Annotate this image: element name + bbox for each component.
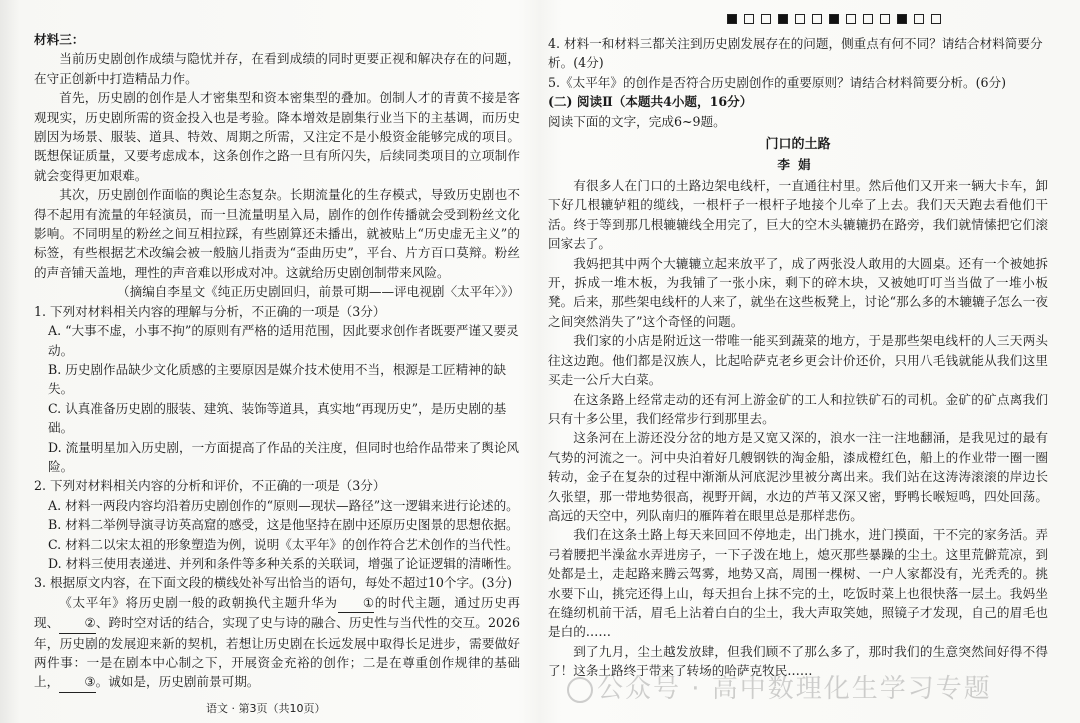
material-heading: 材料三： xyxy=(34,32,85,47)
material3-source: （摘编自李星文《纯正历史剧回归，前景可期——评电视剧〈太平年〉》） xyxy=(117,284,520,300)
q3-text-1: 《太平年》将历史剧一般的政朝换代主题升华为 xyxy=(59,594,338,610)
story-paragraph-1: 有很多人在门口的土路边架电线杆，一直通往村里。然后他们又开来一辆大卡车，卸下好几根辘轳粗的缆线，一根杆子一根杆子地接个儿牵了上去。我们天天跑去看他们干活。终于等到那几根辘辘线全用完了，巨大的空木头辘辘扔在路旁，我们就情愫把它们滚回家去了。 xyxy=(548,178,1048,252)
question-2-option-c: C. 材料二以宋太祖的形象塑造为例，说明《太平年》的创作符合艺术创作的当代性。 xyxy=(48,536,519,552)
question-3-passage xyxy=(34,593,520,693)
question-2 xyxy=(34,476,520,573)
question-1 xyxy=(34,302,520,477)
question-2-option-a: A. 材料一两段内容均沿着历史剧创作的“原则—现状—路径”这一逻辑来进行论述的。 xyxy=(48,497,519,513)
question-4: 4. 材料一和材料三都关注到历史剧发展存在的问题，侧重点有何不同？请结合材料简要分析。(4分) xyxy=(548,36,1043,71)
question-2-stem: 2. 下列对材料相关内容的分析和评价，不正确的一项是（3分） xyxy=(34,478,386,494)
q3-blank-2[interactable]: ② xyxy=(59,613,95,633)
material3-paragraph-2: 首先，历史剧的创作是人才密集型和资本密集型的叠加。创制人才的青黄不接是客观现实，历史剧所需的资金投入也是考验。降本增效是剧集行业当下的主基调，而历史剧因为场景、服装、道具、特效、周期之所需，又注定不是小般资金能够完成的项目。既想保证质量，又要考虑成本，这条创作之路一旦有所闪失，后续同类项目的立项制作就会变得更加艰难。 xyxy=(34,90,520,183)
story-paragraph-7: 到了九月，尘土越发放肆，但我们顾不了那么多了，那时我们的生意突然间好得不得了！这条土路终于带来了转场的哈萨克牧民…… xyxy=(548,643,1048,679)
material3-paragraph-3: 其次，历史剧创作面临的舆论生态复杂。长期流量化的生存模式，导致历史剧也不得不起用有流量的年轻演员，而一旦流量明星入局，剧作的创作传播就会受到粉丝文化影响。不同明星的粉丝之间互相拉踩，有些剧算还未播出，就被贴上“历史虚无主义”的标签，有些根据艺术改编会被一般脑儿指责为“歪曲历史”，平台、片方百口莫辩。粉丝的声音铺天盖地，理性的声音难以形成对冲。这就给历史剧创制带来风险。 xyxy=(34,187,520,280)
question-1-option-d: D. 流量明星加入历史剧，一方面提高了作品的关注度，但同时也给作品带来了舆论风险。 xyxy=(48,439,520,474)
watermark-text: 公众号 · 高中数理化生学习专题 xyxy=(597,674,992,704)
watermark xyxy=(567,668,992,705)
section-heading: (二) 阅读Ⅱ（本题共4小题，16分） xyxy=(548,94,753,110)
right-page xyxy=(548,0,1048,723)
left-page xyxy=(34,0,520,723)
story-paragraph-3: 我们家的小店是附近这一带唯一能买到蔬菜的地方，于是那些架电线杆的人三天两头往这边跑。他们都是汉族人，比起哈萨克老乡更会计价还价，只用八毛钱就能从我们这里买走一公斤大白菜。 xyxy=(548,333,1048,388)
question-1-option-b: B. 历史剧作品缺少文化质感的主要原因是媒介技术使用不当，根源是工匠精神的缺失。 xyxy=(48,361,507,397)
page-shadow xyxy=(0,0,20,723)
q3-blank-1[interactable]: ① xyxy=(338,593,374,613)
wechat-icon xyxy=(567,677,593,703)
question-3 xyxy=(34,573,520,692)
question-1-option-c: C. 认真准备历史剧的服装、建筑、装饰等道具，真实地“再现历史”，是历史剧的基础。 xyxy=(48,400,507,436)
story-title: 门口的土路 xyxy=(765,137,831,153)
question-2-option-b: B. 材料二举例导演寻访英高窟的感受，这是他坚持在剧中还原历史图景的思想依据。 xyxy=(48,517,519,533)
question-1-stem: 1. 下列对材料相关内容的理解与分析，不正确的一项是（3分） xyxy=(34,303,386,319)
story-paragraph-2: 我妈把其中两个大辘辘立起来放平了，成了两张没人敢用的大圆桌。还有一个被她拆开，拆成一堆木板，为我铺了一张小床，剩下的碎木块，又被她叮叮当当做了一堆小板凳。后来，那些架电线杆的人来了，就坐在这些板凳上，讨论“那么多的木辘辘子怎么一夜之间突然消失了”这个奇怪的问题。 xyxy=(548,255,1048,329)
page-footer: 语文 · 第3页（共10页） xyxy=(206,702,326,715)
story-paragraph-4: 在这条路上经常走动的还有河上游金矿的工人和拉铁矿石的司机。金矿的矿点离我们只有十多公里，我们经常步行到那里去。 xyxy=(548,391,1048,426)
question-3-stem: 3. 根据原文内容，在下面文段的横线处补写出恰当的语句，每处不超过10个字。(3分) xyxy=(34,575,513,591)
story-paragraph-5: 这条河在上游还没分岔的地方是又宽又深的，浪水一注一注地翻涌，是我见过的最有气势的河流之一。河中央泊着好几艘钢铁的淘金船，漆成橙红色，船上的作业带一圈一圈转动，金子在复杂的过程中渐渐从河底泥沙里被分离出来。我们站在这涛涛滚滚的岸边长久张望，那一带地势很高，视野开阔，水边的芦苇又深又密，野鸭长喉短鸣，四处回荡。高远的天空中，列队南归的雁阵着在眼里总是那样悲伤。 xyxy=(548,430,1048,523)
reading-instruction: 阅读下面的文字，完成6~9题。 xyxy=(548,113,726,129)
story-author: 李娟 xyxy=(777,157,819,173)
q3-text-2: 的时代主题，通过历史再现、 xyxy=(34,594,521,631)
q3-text-4: 。诚如是，历史剧前景可期。 xyxy=(95,674,260,690)
question-1-option-a: A. “大事不虚，小事不拘”的原则有严格的适用范围，因此要求创作者既要严谨又要灵动。 xyxy=(48,323,519,358)
q3-blank-3[interactable]: ③ xyxy=(59,672,95,692)
question-5: 5.《太平年》的创作是否符合历史剧创作的重要原则？请结合材料简要分析。(6分) xyxy=(548,74,1007,90)
story-paragraph-6: 我们在这条土路上每天来回回不停地走，出门挑水，进门摸面，干不完的家务活。弄弓着腰把半澡盆水弄进房子，一下子泼在地上，熄灭那些暴躁的尘土。这里荒僻荒凉，到处都是土，走起路来腾云驾雾，地势又高，周围一棵树、一户人家都没有，光秃秃的。挑水要下山，挑完还得上山，每天担台上抹不完的土，吃饭时菜上也很快落一层土。我妈坐在缝纫机前干活，眉毛上沾着白白的尘土，我大声取笑她，照镜子才发现，自己的眉毛也是白的…… xyxy=(548,527,1048,640)
material3-paragraph-1: 当前历史剧创作成绩与隐忧并存，在看到成绩的同时更要正视和解决存在的问题，在守正创新中打造精品力作。 xyxy=(34,51,520,86)
question-2-option-d: D. 材料三使用表递进、并列和条件等多种关系的关联词，增强了论证逻辑的清晰性。 xyxy=(48,555,520,571)
q3-text-3: 、跨时空对话的结合，实现了史与诗的融合、历史性与当代性的交互。2026年，历史剧的发展迎来新的契机，若想让历史剧在长远发展中取得长足进步，需要做好两件事：一是在剧本中心制之下，开展资金充裕的创作；二是在尊重创作规律的基础上， xyxy=(34,615,520,690)
